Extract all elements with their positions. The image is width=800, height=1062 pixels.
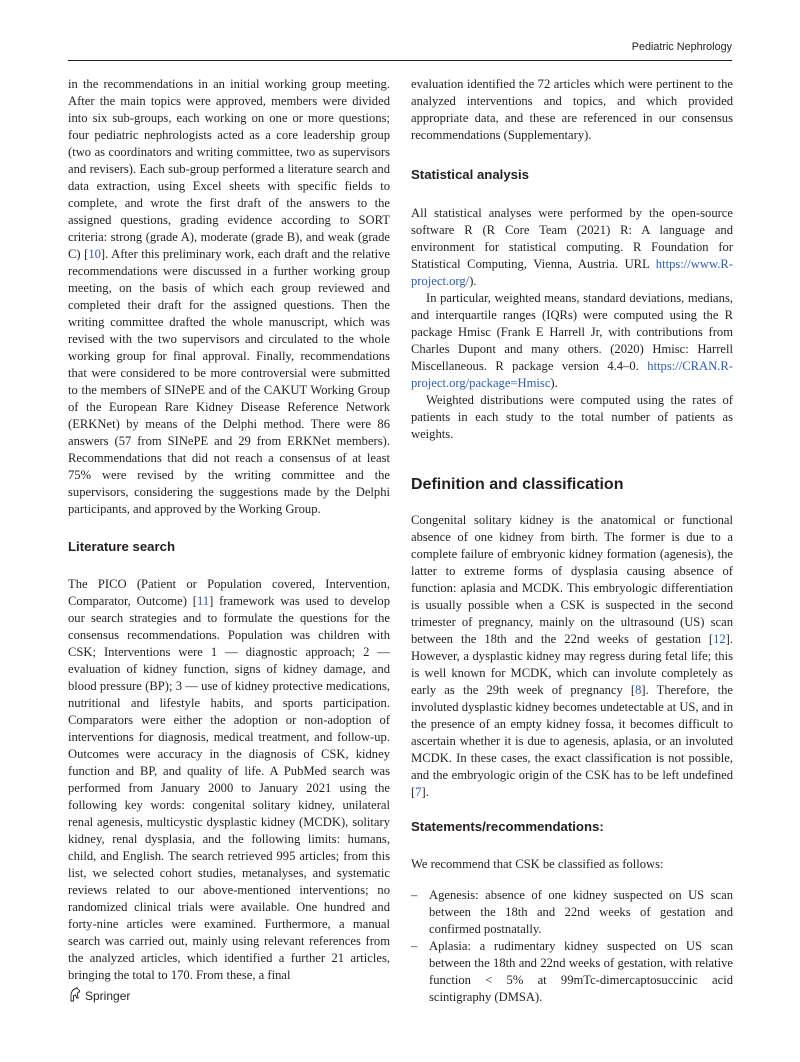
- citation-link[interactable]: 8: [635, 683, 642, 697]
- right-column: [411, 76, 733, 1006]
- left-column: [68, 76, 390, 984]
- paragraph-methods-continued: in the recommendations in an initial working group meeting. After the main topics were approved, members were divided into six sub-groups, each working on one or more questions; four pediatric nephrologists acted as a core leadership group (two as coordinators and writing committee, two as supervisors and revisers). Each sub-group performed a literature search and data extraction, using Excel sheets with specific fields to complete, and wrote the first draft of the answers to the assigned questions, grading evidence according to SORT criteria: strong (grade A), moderate (grade B), and weak (grade C) [10]. After this preliminary work, each draft and the relative recommendations were discussed in a further working group meeting, on the basis of which each group reviewed and completed their draft for the assigned questions. Then the writing committee drafted the whole manuscript, which was revised with the two supervisors and circulated to the whole working group for final approval. Finally, recommendations that were considered to be more controversial were submitted to the members of SINePE and of the CAKUT Working Group of the European Rare Kidney Disease Reference Network (ERKNet) by means of the Delphi method. There were 86 answers (57 from SINePE and 29 from ERKNet members). Recommendations that did not reach a consensus of at least 75% were revised by the writing committee and the supervisors, considering the suggestions made by the Delphi participants, and approved by the Working Group.: [68, 77, 391, 516]
- citation-link[interactable]: 10: [88, 247, 101, 261]
- paragraph-statistics-2: In particular, weighted means, standard deviations, medians, and interquartile ranges (IQRs) were computed using the R package Hmisc (Frank E Harrell Jr, with contributions from Charles Dupont and many others. (2020) Hmisc: Harrell Miscellaneous. R package version 4.4–0. https://CRAN.R-project.org/package=Hmisc).: [411, 291, 733, 390]
- dash-marker: –: [411, 939, 418, 953]
- paragraph-statistics-3: Weighted distributions were computed using the rates of patients in each study to the total number of patients as weights.: [411, 393, 733, 441]
- journal-name: Pediatric Nephrology: [631, 41, 732, 53]
- citation-link[interactable]: 11: [196, 594, 210, 608]
- paragraph-definition: Congenital solitary kidney is the anatomical or functional absence of one kidney from birth. The former is due to a complete failure of embryonic kidney formation (agenesis), the latter to extreme forms of dysplasia causing absence of function: aplasia and MCDK. This embryologic differentiation is usually possible when a CSK is suspected in the second trimester of pregnancy, mainly on the ultrasound (US) scan between the 18th and the 22nd weeks of gestation [12]. However, a dysplastic kidney may regress during fetal life; this is well known for MCDK, which can involute completely as early as the 29th week of pregnancy [8]. Therefore, the involuted dysplastic kidney becomes undetectable at US, and in the presence of an empty kidney fossa, it becomes difficult to ascertain whether it is due to agenesis, aplasia, or an involuted MCDK. In these cases, the exact classification is not possible, and the embryologic origin of the CSK has to be left undefined [7].: [411, 513, 733, 799]
- heading-literature-search: Literature search: [68, 539, 176, 554]
- list-item: – Agenesis: absence of one kidney suspected on US scan between the 18th and 22nd weeks of gestation and confirmed postnatally.: [411, 888, 733, 936]
- heading-statements: Statements/recommendations:: [411, 819, 604, 834]
- publisher-name: Springer: [85, 989, 131, 1003]
- paragraph-evaluation: evaluation identified the 72 articles which were pertinent to the analyzed interventions and topics, and which provided appropriate data, and these are referenced in our consensus recommendations (Supplementary).: [411, 77, 733, 142]
- list-item: – Aplasia: a rudimentary kidney suspected on US scan between the 18th and 22nd weeks of gestation, with relative function < 5% at 99mTc-dimercaptosuccinic acid scintigraphy (DMSA).: [411, 939, 733, 1004]
- dash-marker: –: [411, 888, 418, 902]
- citation-link[interactable]: 12: [713, 632, 726, 646]
- cran-hmisc-link[interactable]: https://CRAN.R-project.org/package=Hmisc: [411, 359, 733, 390]
- heading-definition-classification: Definition and classification: [411, 476, 624, 493]
- paragraph-literature-search: The PICO (Patient or Population covered, Intervention, Comparator, Outcome) [11] framework was used to develop our search strategies and to formulate the questions for the consensus recommendations. Population was children with CSK; Interventions were 1 — diagnostic approach; 2 — evaluation of kidney function, signs of kidney damage, and blood pressure (BP); 3 — use of kidney protective medications, nutritional and lifestyle habits, and sports participation. Comparators were either the adoption or non-adoption of interventions for diagnosis, medical treatment, and follow-up. Outcomes were accuracy in the diagnosis of CSK, kidney function and BP, and quality of life. A PubMed search was performed from January 2000 to January 2021 using the following key words: congenital solitary kidney, unilateral renal agenesis, multicystic dysplastic kidney (MCDK), solitary kidney, renal dysplasia, and the following limits: humans, child, and English. The search retrieved 995 articles; from this list, we selected cohort studies, metanalyses, and systematic reviews related to our above-mentioned interventions; no randomized clinical trials were available. One hundred and forty-nine articles were examined. Furthermore, a manual search was carried out, mainly using relevant references from the analyzed articles, which identified a further 21 articles, bringing the total to 170. From these, a final: [68, 577, 390, 982]
- paragraph-statistics-1: All statistical analyses were performed by the open-source software R (R Core Team (2021) R: A language and environment for statistical computing. R Foundation for Statistical Computing, Vienna, Austria. URL https://www.R-project.org/).: [411, 206, 733, 288]
- r-project-link[interactable]: https://www.R-project.org/: [411, 257, 733, 288]
- citation-link[interactable]: 7: [415, 785, 422, 799]
- footer: [68, 987, 130, 1005]
- heading-statistical-analysis: Statistical analysis: [411, 167, 530, 182]
- springer-horse-icon: [68, 987, 81, 1005]
- header-rule: [68, 60, 732, 61]
- paragraph-recommend: We recommend that CSK be classified as follows:: [411, 857, 664, 871]
- classification-list: [411, 887, 733, 1006]
